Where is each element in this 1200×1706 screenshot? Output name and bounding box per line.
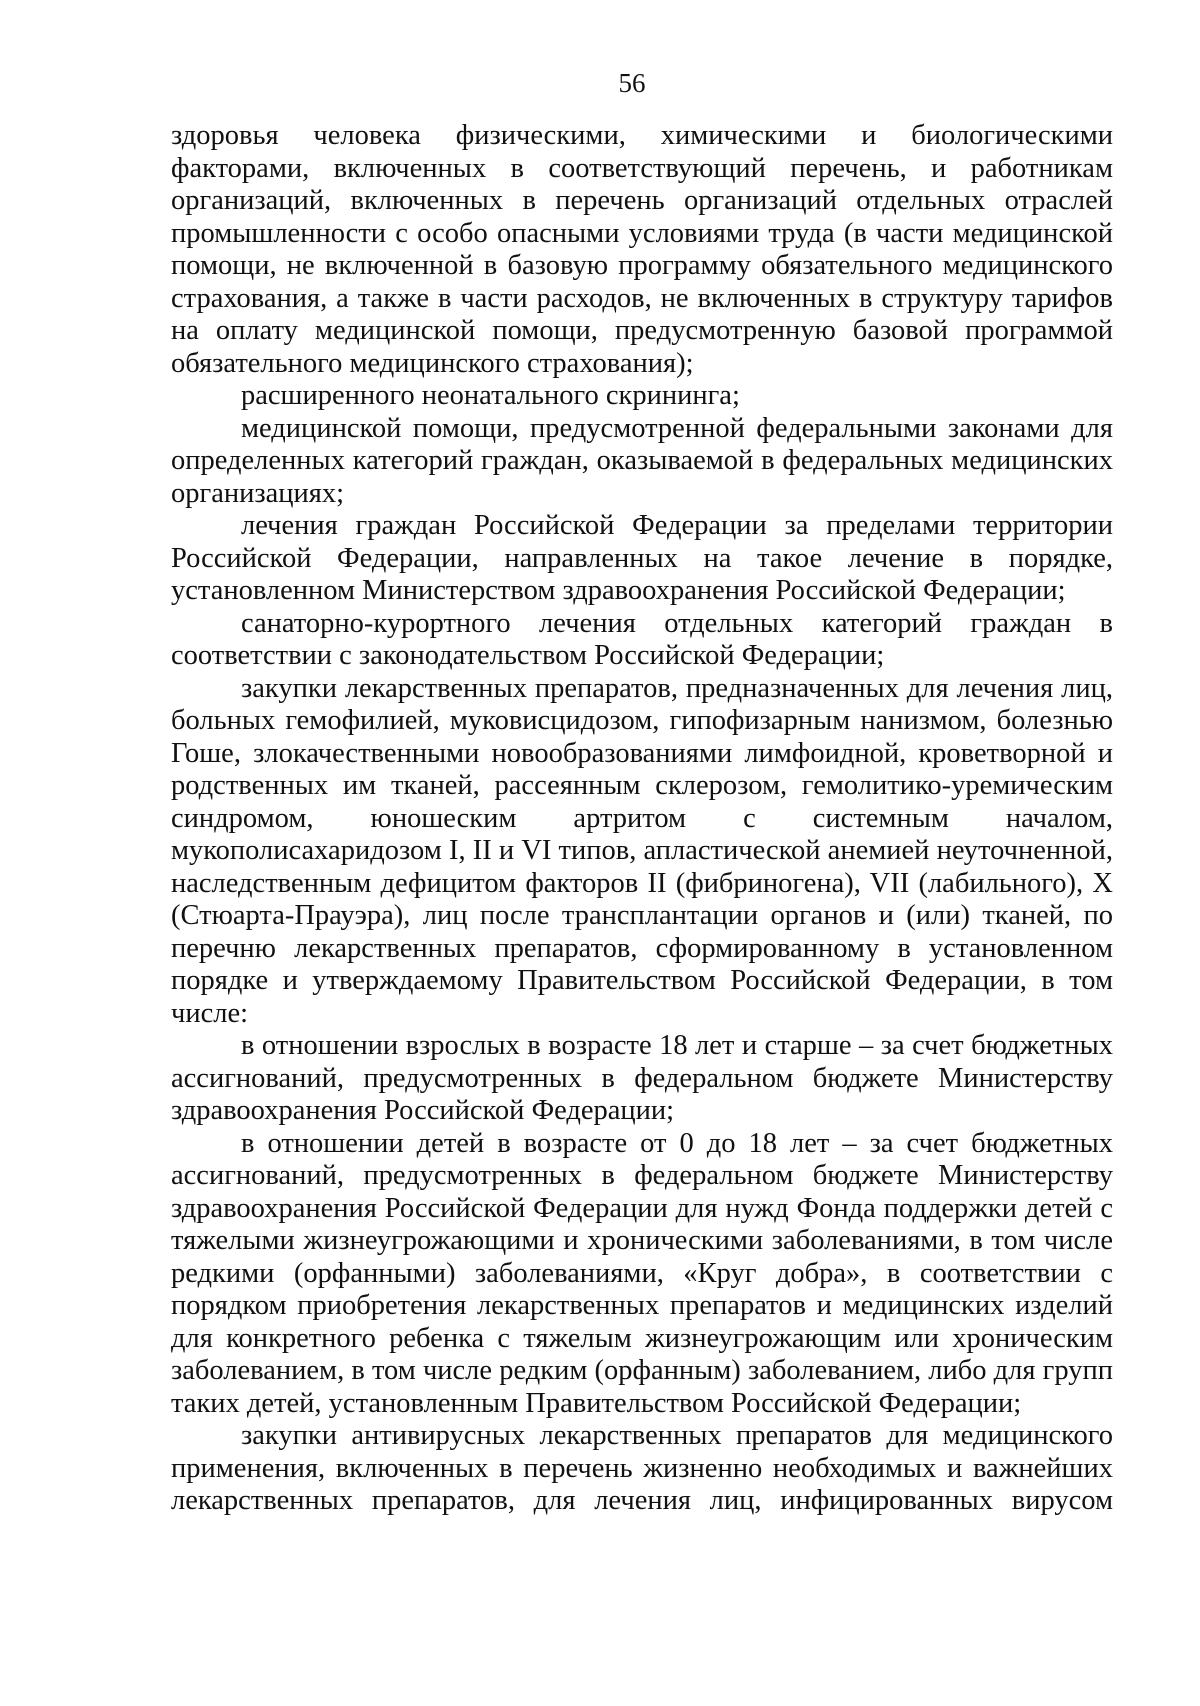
- page-number: 56: [618, 68, 646, 98]
- paragraph-treatment-abroad: лечения граждан Российской Федерации за пределами территории Российской Федерации, направленных на такое лечение в порядке, установленном Министерством здравоохранения Российской Федерации;: [171, 510, 1113, 606]
- paragraph-neonatal-screening: расширенного неонатального скрининга;: [241, 380, 740, 411]
- paragraph-drug-procurement: закупки лекарственных препаратов, предназначенных для лечения лиц, больных гемофилией, муковисцидозом, гипофизарным нанизмом, болезнью Гоше, злокачественными новообразованиями лимфоидной, кроветворной и родственных им тканей, рассеянным склерозом, гемолитико-уремическим синдромом, юношеским артритом с системным началом, мукополисахаридозом I, II и VI типов, апластической анемией неуточненной, наследственным дефицитом факторов II (фибриногена), VII (лабильного), X (Стюарта-Прауэра), лиц после трансплантации органов и (или) тканей, по перечню лекарственных препаратов, сформированному в установленном порядке и утверждаемому Правительством Российской Федерации, в том числе:: [171, 672, 1113, 1029]
- paragraph-continuation: здоровья человека физическими, химическими и биологическими факторами, включенных в соответствующий перечень, и работникам организаций, включенных в перечень организаций отдельных отраслей промышленности с особо опасными условиями труда (в части медицинской помощи, не включенной в базовую программу обязательного медицинского страхования, а также в части расходов, не включенных в структуру тарифов на оплату медицинской помощи, предусмотренную базовой программой обязательного медицинского страхования);: [171, 120, 1113, 379]
- paragraph-federal-medical-care: медицинской помощи, предусмотренной федеральными законами для определенных категорий граждан, оказываемой в федеральных медицинских организациях;: [171, 412, 1113, 509]
- paragraph-sanatorium-treatment: санаторно-курортного лечения отдельных категорий граждан в соответствии с законодательством Российской Федерации;: [171, 607, 1113, 671]
- paragraph-adults: в отношении взрослых в возрасте 18 лет и старше – за счет бюджетных ассигнований, предусмотренных в федеральном бюджете Министерству здравоохранения Российской Федерации;: [171, 1030, 1113, 1126]
- paragraph-antiviral-procurement: закупки антивирусных лекарственных препаратов для медицинского применения, включенных в перечень жизненно необходимых и важнейших лекарственных препаратов, для лечения лиц, инфицированных вирусом: [171, 1420, 1113, 1516]
- paragraph-children: в отношении детей в возрасте от 0 до 18 лет – за счет бюджетных ассигнований, предусмотренных в федеральном бюджете Министерству здравоохранения Российской Федерации для нужд Фонда поддержки детей с тяжелыми жизнеугрожающими и хроническими заболеваниями, в том числе редкими (орфанными) заболеваниями, «Круг добра», в соответствии с порядком приобретения лекарственных препаратов и медицинских изделий для конкретного ребенка с тяжелым жизнеугрожающим или хроническим заболеванием, в том числе редким (орфанным) заболеванием, либо для групп таких детей, установленным Правительством Российской Федерации;: [171, 1127, 1113, 1419]
- document-body: [171, 120, 1113, 1518]
